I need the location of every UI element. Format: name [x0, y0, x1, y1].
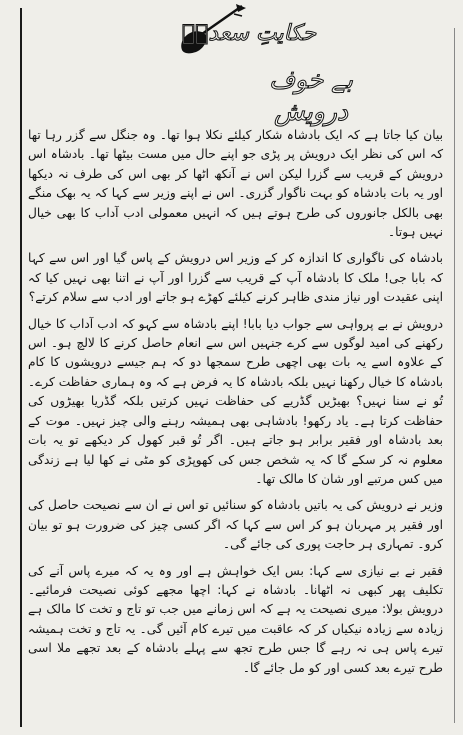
- paragraph: درویش نے بے پرواہی سے جواب دیا بابا! اپنے بادشاہ سے کہو کہ ادب آداب کا خیال رکھنے کی امید لوگوں سے کرے جنہیں اس سے انعام حاصل کرنے کا لالچ ہو۔ اس کے علاوہ اسے یہ بات بھی اچھی طرح سمجھا دو کہ ہم جیسے درویشوں کا کام بادشاہ کا خیال رکھنا نہیں بلکہ بادشاہ کا یہ فرض ہے کہ وہ ہماری حفاظت کرے۔ تُو نے سنا نہیں؟ بھیڑیں گڈریے کی حفاظت نہیں کرتیں بلکہ گڈریا بھیڑوں کی حفاظت کرتا ہے۔ یاد رکھو! بادشاہی بھی ہمیشہ رہنے والی چیز نہیں۔ موت کے بعد بادشاہ اور فقیر برابر ہو جاتے ہیں۔ اگر تُو قبر کھول کر دیکھے تو یہ بات معلوم نہ کر سکے گا کہ یہ شخص جس کی کھوپڑی کو مٹی نے کھا لیا ہے زندگی میں کس مرتبے اور شان کا مالک تھا۔: [28, 316, 443, 486]
- right-page-edge: [454, 28, 455, 723]
- series-title: حکایتِ سعدیؒ: [181, 21, 317, 46]
- left-border-rule: [20, 8, 22, 727]
- paragraph: وزیر نے درویش کی یہ باتیں بادشاہ کو سنائیں تو اس نے ان سے نصیحت حاصل کی اور فقیر پر مہربان ہو کر اس سے کہا کہ اگر کسی چیز کی ضرورت ہو تو بیان کرو۔ تمہاری ہر حاجت پوری کی جائے گی۔: [28, 498, 443, 552]
- story-title: بے خوف درویش: [269, 65, 353, 126]
- story-body: [28, 126, 443, 723]
- story-header: [24, 0, 449, 126]
- paragraph: بادشاہ کی ناگواری کا اندازہ کر کے وزیر اس درویش کے پاس گیا اور اس سے کہا کہ بابا جی! ملک کا بادشاہ آپ کے قریب سے گزرا اور آپ نے اتنا بھی نہیں کیا کہ اپنی عقیدت اور نیاز مندی ظاہر کرنے کیلئے کھڑے ہو جاتے اور ادب سے سلام کرتے؟: [28, 251, 443, 305]
- paragraph: فقیر نے بے نیازی سے کہا: بس ایک خواہش ہے اور وہ یہ کہ میرے پاس آنے کی تکلیف پھر کبھی نہ اٹھانا۔ بادشاہ نے کہا: اچھا مجھے کوئی نصیحت فرمائیے۔ درویش بولا: میری نصیحت یہ ہے کہ اس زمانے میں جب تو تاج و تخت کا مالک ہے زیادہ سے زیادہ نیکیاں کر کہ عاقبت میں تیرے کام آئیں گی۔ یہ تاج و تخت ہمیشہ تیرے پاس ہی نہ رہے گا جس طرح تجھ سے پہلے بادشاہ کے بعد تجھے ملا اسی طرح تیرے بعد کسی اور کو مل جائے گا۔: [28, 563, 443, 675]
- paragraph: بیان کیا جاتا ہے کہ ایک بادشاہ شکار کیلئے نکلا ہوا تھا۔ وہ جنگل سے گزر رہا تھا کہ اس کی نظر ایک درویش پر پڑی جو اپنے حال میں مست بیٹھا تھا۔ بادشاہ اس درویش کے قریب سے گزرا لیکن اس نے آنکھ اٹھا کر بھی اس کی طرف نہ دیکھا اور یہ بات بادشاہ کو بہت ناگوار گزری۔ اس نے اپنے وزیر سے کہا کہ یہ بھک منگے بھی بالکل جانوروں کی طرح ہوتے ہیں کہ انہیں معمولی ادب آداب کا بھی خیال نہیں ہوتا۔: [28, 128, 443, 240]
